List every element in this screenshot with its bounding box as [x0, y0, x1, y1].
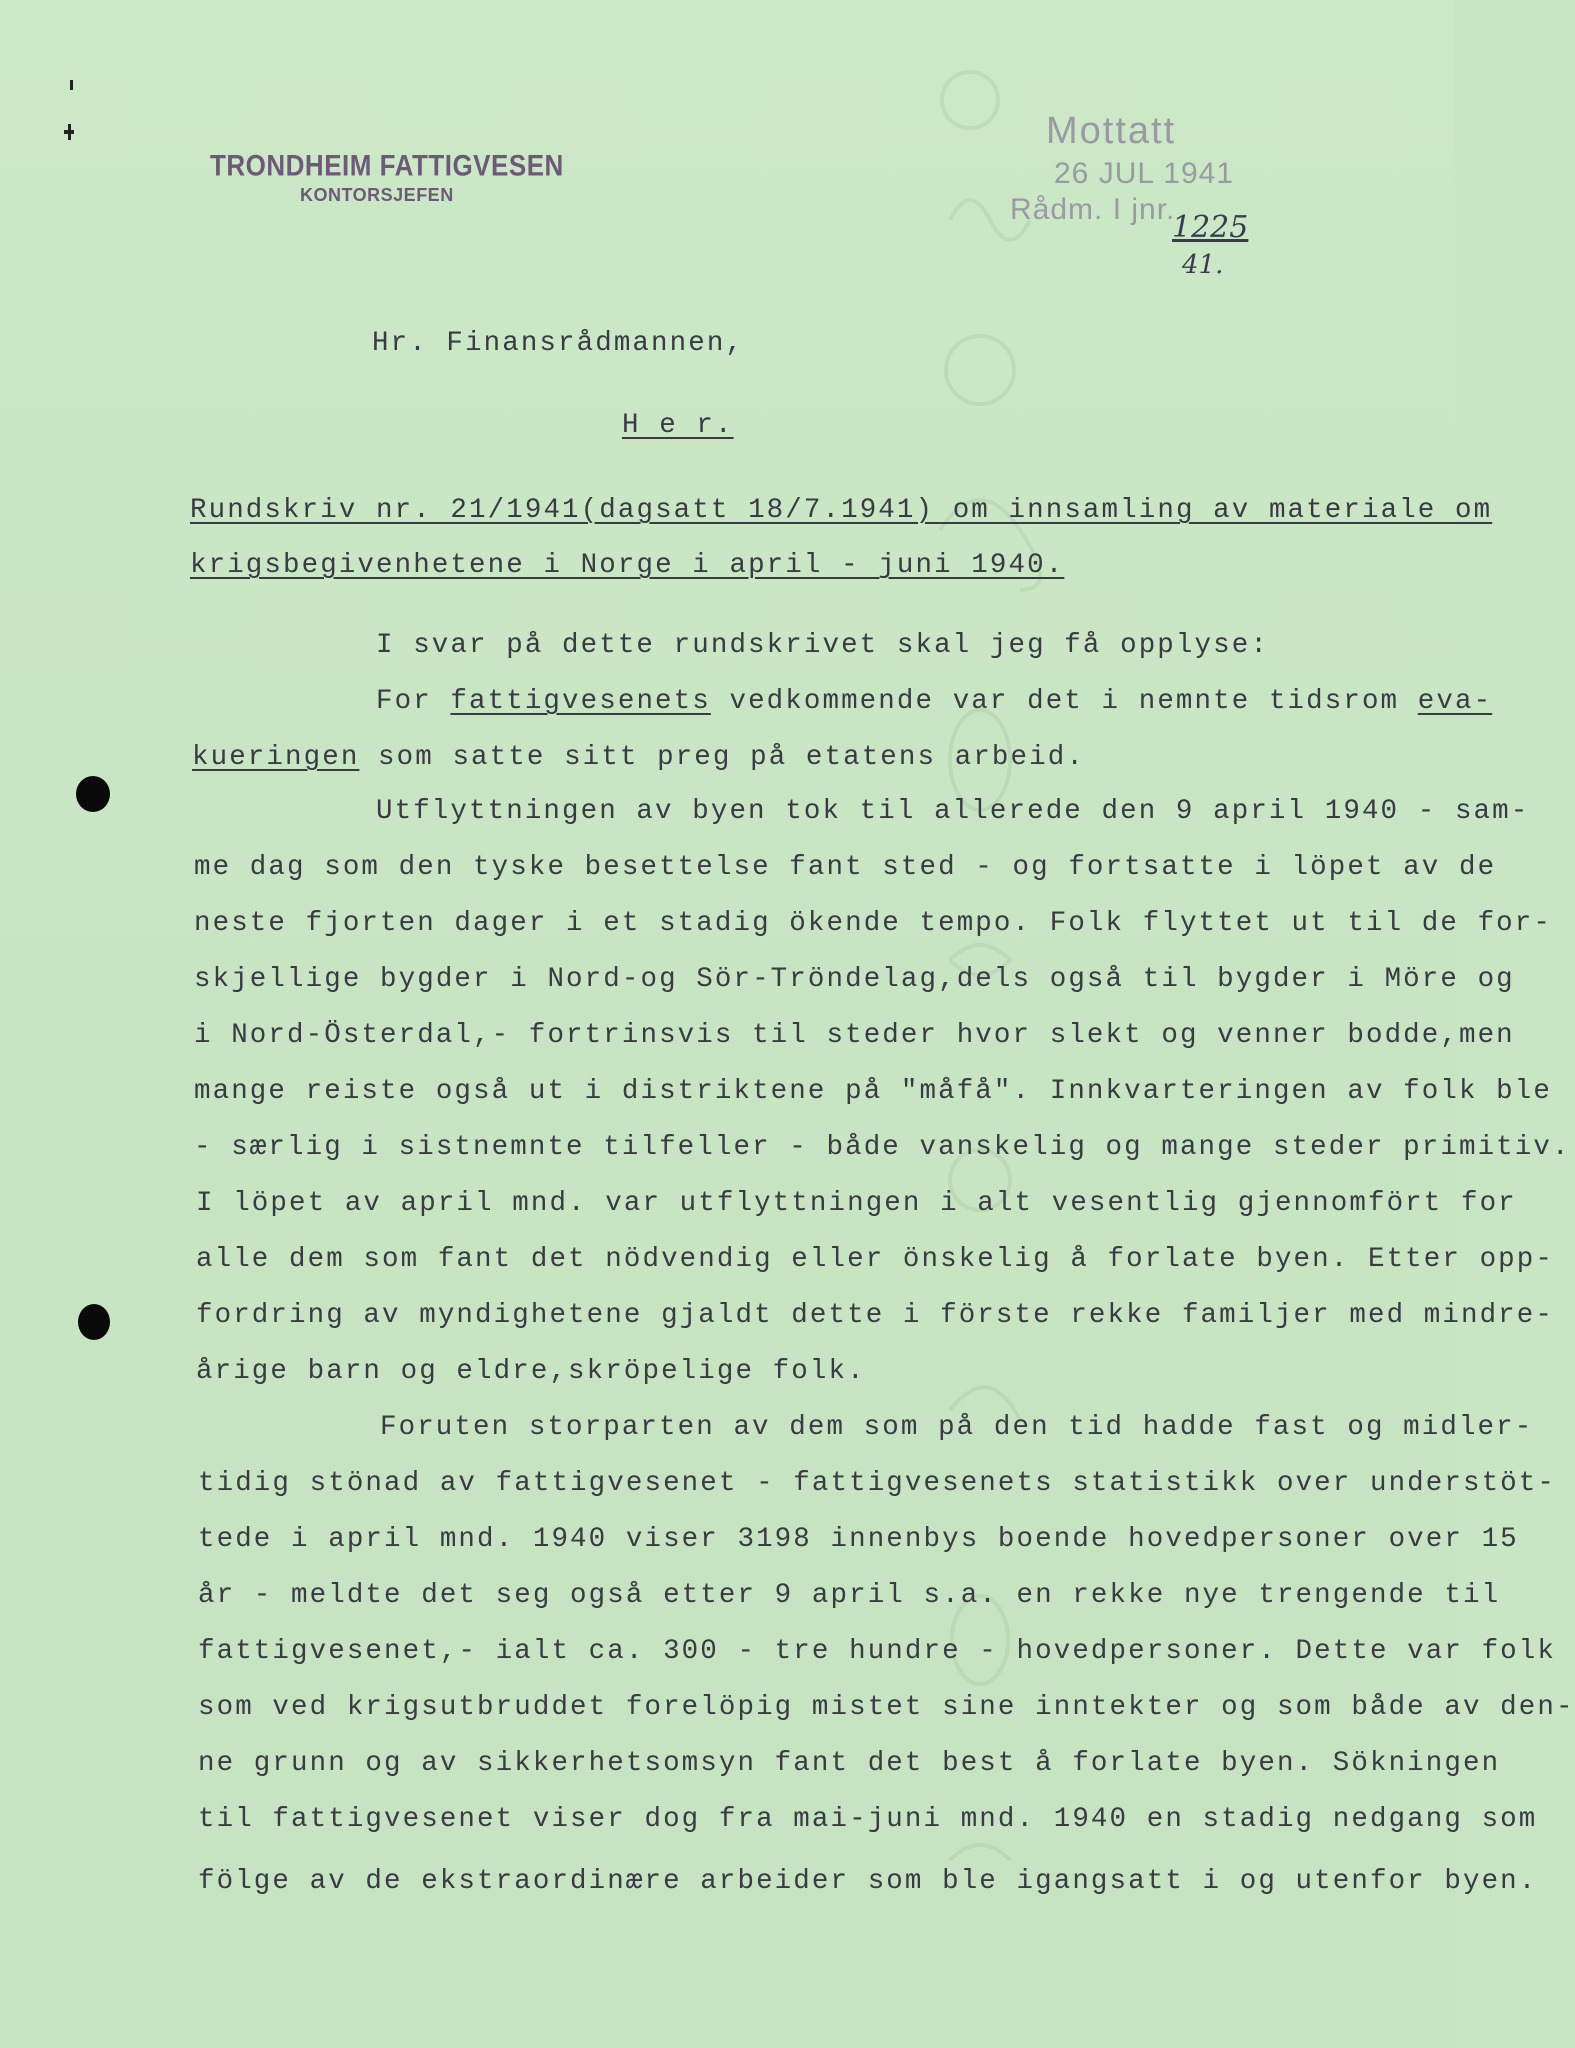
p2-line: neste fjorten dager i et stadig ökende tempo. Folk flyttet ut til de for-: [194, 908, 1552, 939]
p1-underlined-1: fattigvesenets: [450, 686, 711, 717]
p1-underlined-2: eva-: [1417, 686, 1493, 717]
p2-line: I löpet av april mnd. var utflyttningen i alt vesentlig gjennomfört for: [196, 1188, 1517, 1219]
p2-line: mange reiste også ut i distriktene på "måfå". Innkvarteringen av folk ble: [194, 1076, 1552, 1107]
p3-line: fattigvesenet,- ialt ca. 300 - tre hundre - hovedpersoner. Dette var folk: [198, 1636, 1556, 1667]
office-stamp: [210, 147, 564, 206]
punch-hole: [78, 1304, 110, 1340]
stamp-office: KONTORSJEFEN: [300, 185, 454, 205]
received-date: 26 JUL 1941: [1054, 157, 1235, 190]
p2-line: skjellige bygder i Nord-og Sör-Tröndelag,dels også til bygder i Möre og: [194, 964, 1515, 995]
p3-line: år - meldte det seg også etter 9 april s.a. en rekke nye trengende til: [198, 1580, 1501, 1611]
p1-pre: For: [376, 686, 451, 717]
p2-line: alle dem som fant det nödvendig eller önskelig å forlate byen. Etter opp-: [196, 1244, 1554, 1275]
p3-line: fölge av de ekstraordinære arbeider som ble igangsatt i og utenfor byen.: [198, 1866, 1538, 1897]
p3-line: tidig stönad av fattigvesenet - fattigvesenets statistikk over understöt-: [198, 1468, 1556, 1499]
received-label: Mottatt: [1046, 110, 1177, 152]
p2-line: fordring av myndighetene gjaldt dette i förste rekke familjer med mindre-: [196, 1300, 1554, 1331]
p3-line: Foruten storparten av dem som på den tid hadde fast og midler-: [380, 1412, 1534, 1443]
intro-line: I svar på dette rundskrivet skal jeg få opplyse:: [376, 630, 1269, 661]
p1-line-1: [376, 686, 1492, 717]
edge-mark: [70, 80, 73, 90]
p2-line: årige barn og eldre,skröpelige folk.: [196, 1356, 866, 1387]
stamp-org: TRONDHEIM FATTIGVESEN: [210, 147, 564, 183]
punch-hole: [76, 776, 110, 812]
p1-mid: vedkommende var det i nemnte tidsrom: [710, 686, 1418, 717]
p3-line: ne grunn og av sikkerhetsomsyn fant det best å forlate byen. Sökningen: [198, 1748, 1501, 1779]
p3-line: tede i april mnd. 1940 viser 3198 innenbys boende hovedpersoner over 15: [198, 1524, 1519, 1555]
p1-underlined-3: kueringen: [192, 742, 360, 773]
p1-post: som satte sitt preg på etatens arbeid.: [359, 742, 1085, 773]
subject-line-1: Rundskriv nr. 21/1941(dagsatt 18/7.1941) om innsamling av materiale om: [190, 495, 1493, 526]
p2-line: me dag som den tyske besettelse fant sted - og fortsatte i löpet av de: [194, 852, 1497, 883]
recipient: Hr. Finansrådmannen,: [372, 328, 745, 359]
p3-line: som ved krigsutbruddet forelöpig mistet sine inntekter og som både av den-: [198, 1692, 1575, 1723]
p2-line: - særlig i sistnemnte tilfeller - både vanskelig og mange steder primitiv.: [194, 1132, 1571, 1163]
p3-line: til fattigvesenet viser dog fra mai-juni mnd. 1940 en stadig nedgang som: [198, 1804, 1538, 1835]
edge-mark: [68, 124, 71, 140]
subject-line-2: krigsbegivenhetene i Norge i april - juni 1940.: [190, 550, 1065, 581]
place: H e r.: [622, 410, 734, 441]
journal-year: 41.: [1182, 250, 1224, 280]
p2-line: i Nord-Österdal,- fortrinsvis til steder hvor slekt og venner bodde,men: [194, 1020, 1515, 1051]
p2-line: Utflyttningen av byen tok til allerede den 9 april 1940 - sam-: [376, 796, 1530, 827]
p1-line-2: [192, 742, 1085, 773]
journal-label: Rådm. I jnr.: [1010, 193, 1176, 226]
journal-number: 1225: [1172, 210, 1249, 245]
